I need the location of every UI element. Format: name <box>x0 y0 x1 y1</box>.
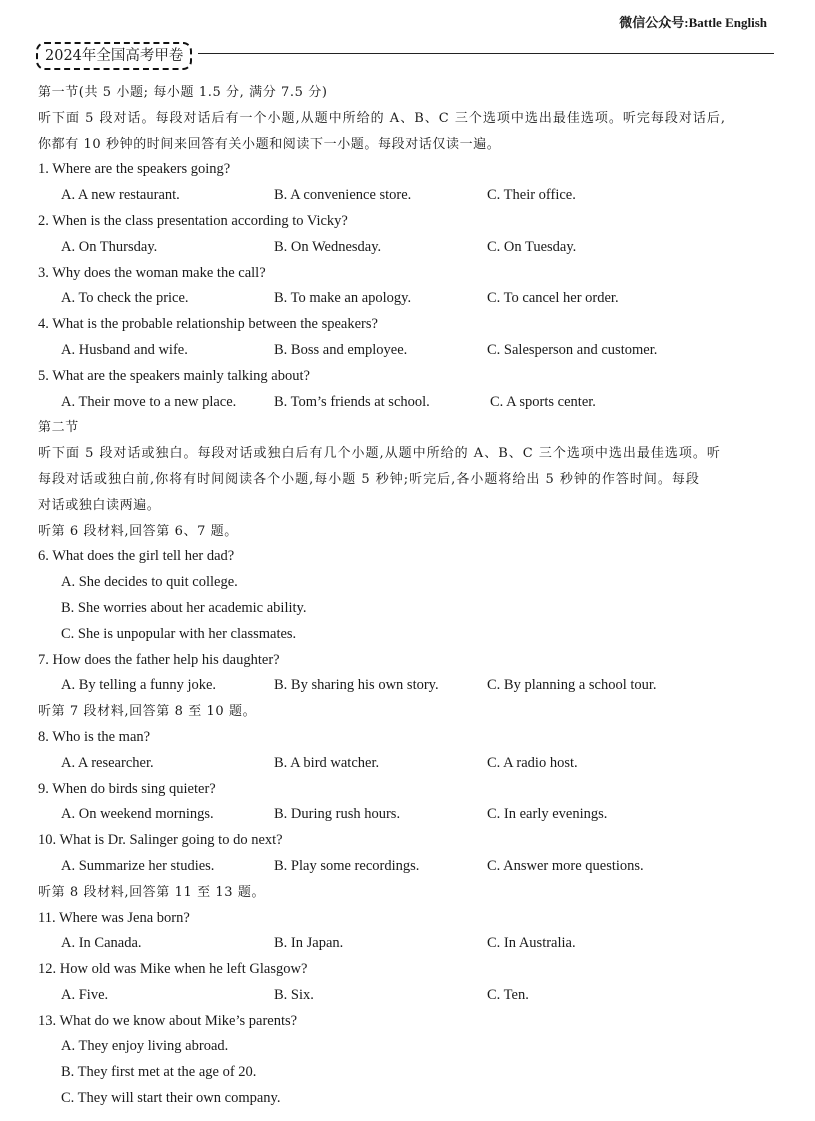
question-1-stem: 1. Where are the speakers going? <box>38 161 231 178</box>
question-12-stem: 12. How old was Mike when he left Glasgow? <box>38 961 308 978</box>
header-rule <box>198 53 774 54</box>
question-1-option-a: A. A new restaurant. <box>61 187 180 204</box>
question-9-stem: 9. When do birds sing quieter? <box>38 780 216 797</box>
question-12-option-b: B. Six. <box>274 986 314 1003</box>
question-10-option-c: C. Answer more questions. <box>487 857 644 874</box>
question-9-option-a: A. On weekend mornings. <box>61 806 214 823</box>
question-8-option-a: A. A researcher. <box>61 754 154 771</box>
question-1-options <box>38 183 778 209</box>
material-6-heading: 听第 6 段材料,回答第 6、7 题。 <box>38 523 238 539</box>
question-13-option-c: C. They will start their own company. <box>61 1090 281 1107</box>
question-12-options <box>38 983 778 1009</box>
question-5-option-c: C. A sports center. <box>490 393 596 410</box>
question-4-stem: 4. What is the probable relationship between the speakers? <box>38 316 378 333</box>
section2-title: 第二节 <box>38 420 79 436</box>
question-6-stem: 6. What does the girl tell her dad? <box>38 548 235 565</box>
question-3-option-c: C. To cancel her order. <box>487 290 619 307</box>
question-6-option-a: A. She decides to quit college. <box>61 574 238 591</box>
question-13-stem: 13. What do we know about Mike’s parents? <box>38 1012 298 1029</box>
question-3-options <box>38 286 778 312</box>
section2-instructions-1: 听下面 5 段对话或独白。每段对话或独白后有几个小题,从题中所给的 A、B、C 三个选项中选出最佳选项。听 <box>38 446 721 462</box>
question-9-option-b: B. During rush hours. <box>274 806 401 823</box>
question-4-option-c: C. Salesperson and customer. <box>487 341 658 358</box>
section1-title: 第一节(共 5 小题; 每小题 1.5 分, 满分 7.5 分) <box>38 85 328 100</box>
question-5-options <box>38 390 778 416</box>
question-7-stem: 7. How does the father help his daughter? <box>38 651 280 668</box>
question-6-option-c: C. She is unpopular with her classmates. <box>61 625 297 642</box>
question-2-option-a: A. On Thursday. <box>61 238 158 255</box>
question-8-stem: 8. Who is the man? <box>38 728 151 745</box>
section1-instructions-1: 听下面 5 段对话。每段对话后有一个小题,从题中所给的 A、B、C 三个选项中选出最佳选项。听完每段对话后, <box>38 110 726 126</box>
material-7-heading: 听第 7 段材料,回答第 8 至 10 题。 <box>38 704 257 720</box>
section1-instructions-2: 你都有 10 秒钟的时间来回答有关小题和阅读下一小题。每段对话仅读一遍。 <box>38 136 501 152</box>
question-10-stem: 10. What is Dr. Salinger going to do next? <box>38 832 283 849</box>
question-4-option-b: B. Boss and employee. <box>274 341 408 358</box>
question-11-options <box>38 931 778 957</box>
question-4-options <box>38 338 778 364</box>
question-4-option-a: A. Husband and wife. <box>61 341 188 358</box>
watermark: 微信公众号:Battle English <box>619 15 767 30</box>
exam-title-tag: 2024年全国高考甲卷 <box>36 42 192 70</box>
question-2-option-c: C. On Tuesday. <box>487 238 577 255</box>
question-7-option-b: B. By sharing his own story. <box>274 677 439 694</box>
question-2-options <box>38 235 778 261</box>
question-3-option-b: B. To make an apology. <box>274 290 412 307</box>
question-2-stem: 2. When is the class presentation according to Vicky? <box>38 212 348 229</box>
question-11-option-c: C. In Australia. <box>487 935 576 952</box>
exam-content <box>38 80 778 1112</box>
question-6-option-b: B. She worries about her academic ability. <box>61 599 307 616</box>
question-10-option-b: B. Play some recordings. <box>274 857 420 874</box>
question-3-stem: 3. Why does the woman make the call? <box>38 264 266 281</box>
question-11-stem: 11. Where was Jena born? <box>38 909 190 926</box>
question-8-options <box>38 751 778 777</box>
question-11-option-a: A. In Canada. <box>61 935 142 952</box>
question-8-option-c: C. A radio host. <box>487 754 578 771</box>
question-9-options <box>38 802 778 828</box>
question-8-option-b: B. A bird watcher. <box>274 754 380 771</box>
question-9-option-c: C. In early evenings. <box>487 806 608 823</box>
exam-header <box>36 38 774 72</box>
section2-instructions-3: 对话或独白读两遍。 <box>38 497 161 513</box>
question-2-option-b: B. On Wednesday. <box>274 238 382 255</box>
question-5-stem: 5. What are the speakers mainly talking about? <box>38 367 310 384</box>
question-10-options <box>38 854 778 880</box>
question-11-option-b: B. In Japan. <box>274 935 344 952</box>
material-8-heading: 听第 8 段材料,回答第 11 至 13 题。 <box>38 884 266 900</box>
question-10-option-a: A. Summarize her studies. <box>61 857 215 874</box>
question-12-option-c: C. Ten. <box>487 986 529 1003</box>
question-12-option-a: A. Five. <box>61 986 109 1003</box>
question-3-option-a: A. To check the price. <box>61 290 189 307</box>
question-13-option-b: B. They first met at the age of 20. <box>61 1064 257 1081</box>
question-5-option-a: A. Their move to a new place. <box>61 393 237 410</box>
question-1-option-c: C. Their office. <box>487 187 576 204</box>
question-7-option-a: A. By telling a funny joke. <box>61 677 217 694</box>
question-7-options <box>38 673 778 699</box>
section2-instructions-2: 每段对话或独白前,你将有时间阅读各个小题,每小题 5 秒钟;听完后,各小题将给出 5 秒钟的作答时间。每段 <box>38 471 700 487</box>
question-5-option-b: B. Tom’s friends at school. <box>274 393 430 410</box>
question-13-option-a: A. They enjoy living abroad. <box>61 1038 229 1055</box>
question-1-option-b: B. A convenience store. <box>274 187 412 204</box>
question-7-option-c: C. By planning a school tour. <box>487 677 657 694</box>
